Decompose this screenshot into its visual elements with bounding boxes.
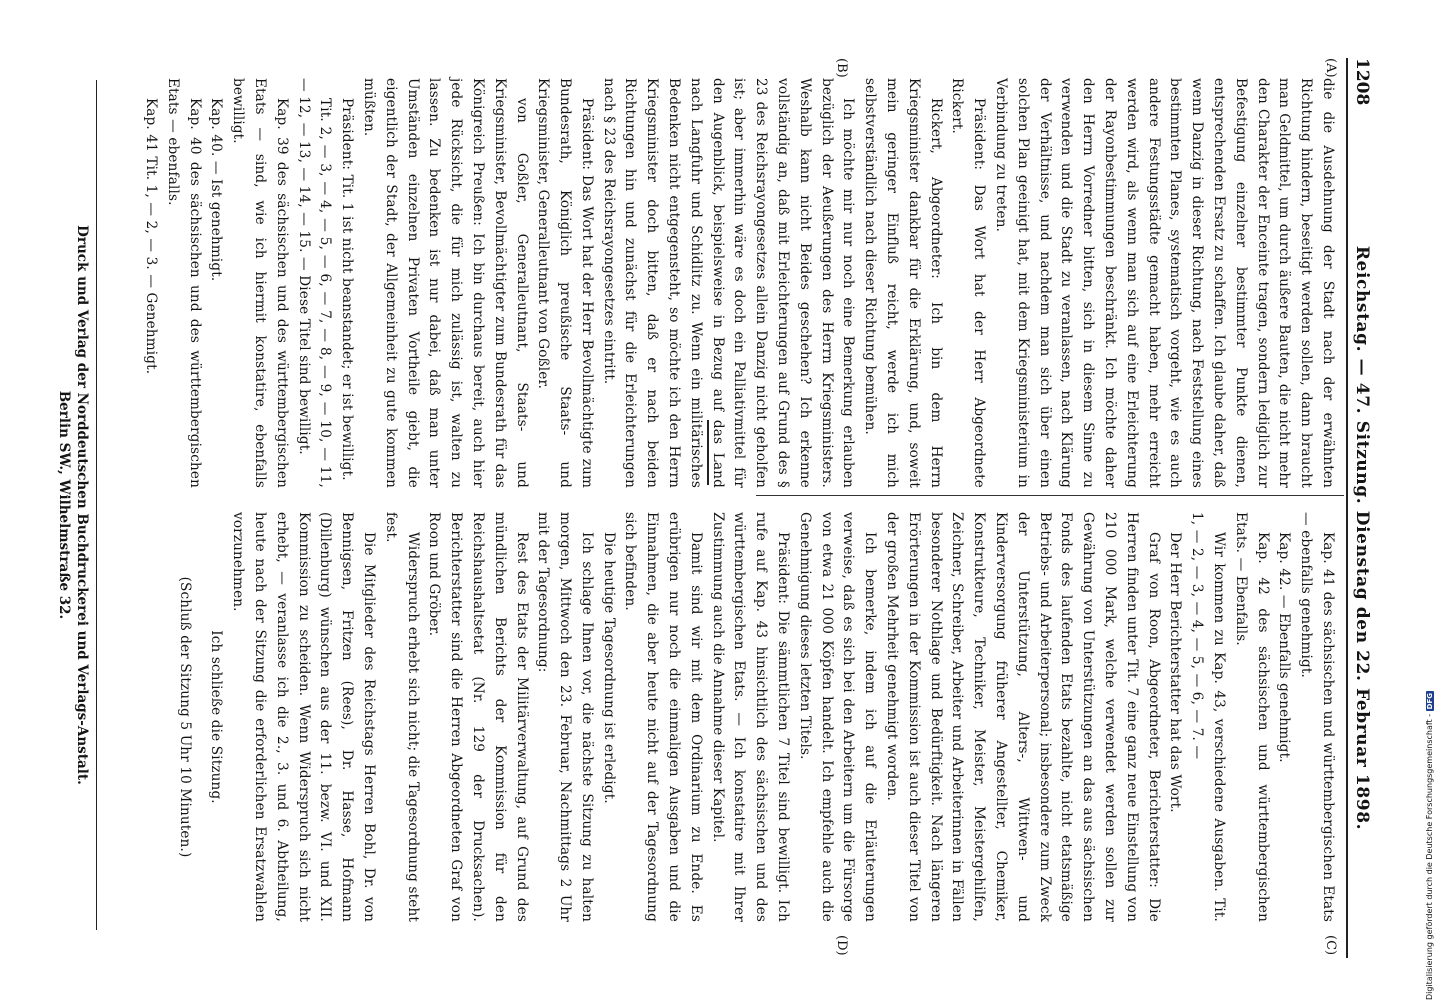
paragraph: Kap. 42 des sächsischen und württembergischen Etats. — Ebenfalls. <box>1232 512 1271 922</box>
section-rule <box>707 420 709 485</box>
paragraph: Rest des Etats der Militärverwaltung, auf Grund des mündlichen Berichts der Kommission für den Reichshaushaltsetat (Nr. 129 der Drucksachen). Berichterstatter sind die Herren Abgeordneten Graf von Roon und Gröber. <box>426 512 530 922</box>
paragraph: Präsident: Das Wort hat der Herr Bevollmächtigte zum Bundesrath, Königlich preußische Staats- und Kriegsminister, Generalleutnant von Goßler. <box>535 78 595 488</box>
paragraph: Ich schlage Ihnen vor, die nächste Sitzung zu halten morgen, Mittwoch den 23. Februar, Nachmittags 2 Uhr mit der Tagesordnung: <box>535 512 595 922</box>
left-column <box>139 78 1338 488</box>
right-column <box>173 512 1338 922</box>
footer-rule <box>96 80 97 930</box>
attribution-text: Digitalisierung gefördert durch die Deutsche Forschungsgemeinschaft - <box>1425 713 1434 1000</box>
paragraph: Tit. 2, — 3, — 4, — 5, — 6, — 7, — 8, — 9, — 10, — 11, — 12, — 13, — 14, — 15. — Diese Titel sind bewilligt. <box>295 78 334 488</box>
paragraph: Ich bemerke, indem ich auf die Erläuterungen verweise, daß es sich bei den Arbeitern um die Fürsorge von etwa 21 000 Köpfen handelt. Ich empfehle auch die Genehmigung dieses letzten Titels. <box>796 512 879 922</box>
margin-letter-b: (B) <box>834 58 849 78</box>
paragraph: Präsident: Die sämmtlichen 7 Titel sind bewilligt. Ich rufe auf Kap. 43 hinsichtlich des sächsischen und des württembergischen Etats. — Ich konstatire mit Ihrer Zustimmung auch die Annahme dieser Kapitel. <box>709 512 792 922</box>
imprint-line-1: Druck und Verlag der Norddeutschen Buchdruckerei und Verlags-Anstalt. <box>74 225 90 785</box>
paragraph: Ich schließe die Sitzung. <box>208 630 225 804</box>
paragraph: Widerspruch erhebt sich nicht; die Tagesordnung steht fest. <box>382 512 421 922</box>
paragraph: Präsident: Tit. 1 ist nicht beanstandet; er ist bewilligt. <box>339 98 356 481</box>
margin-letter-c: (C) <box>1323 935 1338 956</box>
paragraph: Kap. 42. — Ebenfalls genehmigt. <box>1276 532 1293 763</box>
dfg-logo-icon: DFG <box>1426 693 1434 710</box>
paragraph: Präsident: Das Wort hat der Herr Abgeordnete Rickert. <box>949 78 988 488</box>
paragraph: Die heutige Tagesordnung ist erledigt. <box>600 532 617 804</box>
paragraph: von Goßler, Generalleutnant, Staats- und Kriegsminister, Bevollmächtigter zum Bundesrath für das Königreich Preußen: Ich bin durchaus bereit, auch hier jede Rücksicht, die für mich zulässig ist, walten zu lassen. Zu bedenken ist nur dabei, daß man unter Umständen einzelnen Privaten Vortheile giebt, die eigentlich der Stadt, der Allgemeinheit zu gute kommen müßten. <box>360 78 530 488</box>
paragraph: Kap. 40 des sächsischen und des württembergischen Etats — ebenfalls. <box>164 78 203 488</box>
paragraph: Kap. 40. — Ist genehmigt. <box>208 98 225 282</box>
imprint-line-2: Berlin SW., Wilhelmstraße 32. <box>56 390 72 620</box>
margin-letter-a: (A) <box>1323 58 1338 78</box>
paragraph: Damit sind wir mit dem Ordinarium zu Ende. Es erübrigen nur noch die einmaligen Ausgaben und die Einnahmen, die aber heute nicht auf der Tagesordnung sich befinden. <box>622 512 704 922</box>
paragraph: Der Herr Berichterstatter hat das Wort. <box>1167 532 1184 813</box>
paragraph: die die Ausdehnung der Stadt nach der erwähnten Richtung hindern, beseitigt werden sollen, dann braucht man Geldmittel, um durch äußere Bauten, die nicht mehr den Charakter der Enceinte tragen, sondern lediglich zur Befestigung einzelner bestimmter Punkte dienen, entsprechenden Ersatz zu schaffen. Ich glaube daher, daß wenn Danzig in dieser Richtung, nach Feststellung eines bestimmten Planes, systematisch vorgeht, wie es auch andere Festungsstädte gemacht haben, mehr erreicht werden wird, als wenn man sich auf eine Erleichterung der Rayonbestimmungen beschränkt. Ich möchte daher den Herrn Vorredner bitten, sich in diesem Sinne zu verwenden und die Stadt zu veranlassen, nach Klärung der Verhältnisse, und nachdem man sich über einen solchen Plan geeinigt hat, mit dem Kriegsministerium in Verbindung zu treten. <box>993 78 1336 488</box>
paragraph: Kap. 39 des sächsischen und des württembergischen Etats — sind, wie ich hiermit konstatire, ebenfalls bewilligt. <box>230 78 290 488</box>
paragraph: Kap. 41 des sächsischen und württembergischen Etats — ebenfalls genehmigt. <box>1298 512 1336 922</box>
paragraph: Kap. 41 Tit. 1, — 2, — 3. — Genehmigt. <box>142 98 159 375</box>
header-rule <box>1346 58 1348 958</box>
page-number: 1208 <box>1352 58 1372 106</box>
paragraph: Wir kommen zu Kap. 43, verschiedene Ausgaben. Tit. 1, — 2, — 3, — 4, — 5, — 6, — 7. — <box>1189 512 1228 922</box>
running-title: Reichstag. — 47. Sitzung. Dienstag den 22. Februar 1898. <box>1352 245 1372 831</box>
digitization-attribution <box>1425 688 1434 1000</box>
paragraph: Rickert, Abgeordneter: Ich bin dem Herrn Kriegsminister dankbar für die Erklärung, und, soweit mein geringer Einfluß reicht, werde ich mich selbstverständlich nach dieser Richtung bemühen. <box>862 78 944 488</box>
paragraph: Graf von Roon, Abgeordneter, Berichterstatter: Die Herren finden unter Tit. 7 eine ganz neue Einstellung von 210 000 Mark, welche verwendet werden sollen zur Gewährung von Unterstützungen an das aus sächsischen Fonds des laufenden Etats bezahlte, nicht etatsmäßige Betriebs- und Arbeiterpersonal; insbesondere zum Zweck der Unterstützung, Alters-, Wittwen- und Kinderversorgung früherer Angestellter, Chemiker, Konstrukteure, Techniker, Meister, Meistergehilfen, Zeichner, Schreiber, Arbeiter und Arbeiterinnen in Fällen besonderer Nothlage und Bedürftigkeit. Nach längeren Erörterungen in der Kommission ist auch dieser Titel von der großen Mehrheit genehmigt worden. <box>884 512 1162 922</box>
imprint <box>55 80 91 930</box>
closing-note: (Schluß der Sitzung 5 Uhr 10 Minuten.) <box>176 576 193 858</box>
page-header <box>1352 58 1374 958</box>
column-divider <box>756 495 1344 496</box>
paragraph: Ich möchte mir nur noch eine Bemerkung erlauben bezüglich der Aeußerungen des Herrn Kriegsministers. Weshalb kann nicht Beides geschehen? Ich erkenne vollständig an, daß mit Erleichterungen auf Grund des § 23 des Reichsrayongesetzes allein Danzig nicht geholfen ist; aber immerhin wäre es doch ein Palliativmittel für den Augenblick, beispielsweise in Bezug auf das Land nach Langfuhr und Schidlitz zu. Wenn ein militärisches Bedenken nicht entgegensteht, so möchte ich den Herrn Kriegsminister doch bitten, daß er nach beiden Richtungen hin und zunächst für die Erleichterungen nach § 23 des Reichsrayongesetzes eintritt. <box>600 78 857 488</box>
margin-letter-d: (D) <box>834 935 849 956</box>
paragraph: Die Mitglieder des Reichstags Herren Bohl, Dr. von Bennigsen, Fritzen (Rees), Dr. Hasse, Hofmann (Dillenburg) wünschen aus der 11. bezw. VI. und XII. Kommission zu scheiden. Wenn Widerspruch sich nicht erhebt, — veranlasse ich die 2., 3. und 6. Abtheilung, heute nach der Sitzung die erforderlichen Ersatzwahlen vorzunehmen. <box>230 512 377 922</box>
